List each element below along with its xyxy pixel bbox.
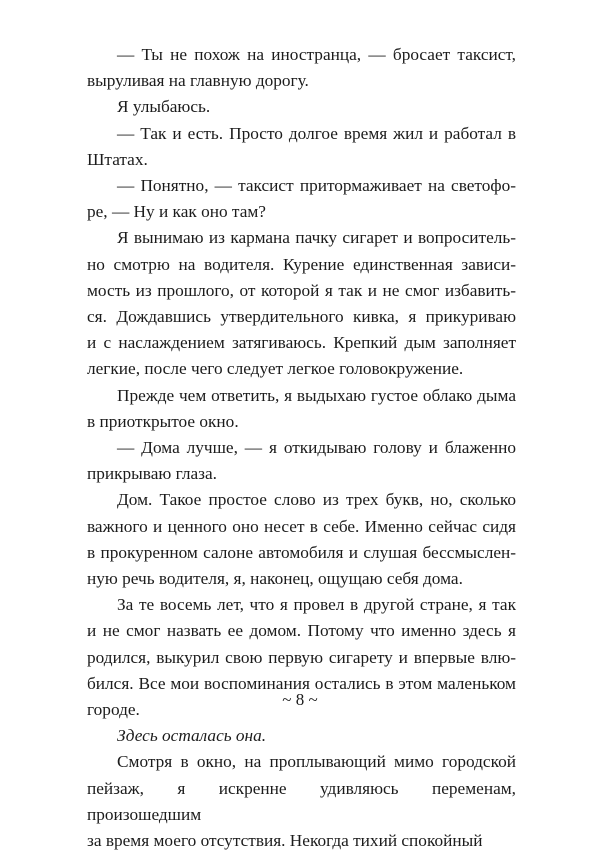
text-line: и не смог назвать ее домом. Потому что именно здесь я <box>87 621 516 641</box>
paragraph <box>87 121 516 173</box>
text-line: легкие, после чего следует легкое головокружение. <box>87 359 464 379</box>
text-line: в приоткрытое окно. <box>87 411 239 431</box>
text-line: за время моего отсутствия. Некогда тихий спокойный <box>87 831 483 851</box>
paragraph <box>87 723 516 749</box>
text-line: но смотрю на водителя. Курение единственная зависи- <box>87 254 516 274</box>
page-number: ~ 8 ~ <box>282 690 318 709</box>
paragraph <box>87 42 516 94</box>
text-line: пейзаж, я искренне удивляюсь переменам, произошедшим <box>87 778 516 824</box>
text-line: мость из прошлого, от которой я так и не смог избавить- <box>87 280 516 300</box>
text-line: Здесь осталась она. <box>117 726 267 746</box>
text-line: За те восемь лет, что я провел в другой стране, я так <box>117 595 516 615</box>
text-line: Я вынимаю из кармана пачку сигарет и вопроситель- <box>117 228 516 248</box>
text-line: — Так и есть. Просто долгое время жил и работал в <box>117 123 516 143</box>
page-body-text <box>87 42 516 854</box>
paragraph <box>87 749 516 854</box>
text-line: — Ты не похож на иностранца, — бросает таксист, <box>117 45 516 64</box>
text-line: прикрываю глаза. <box>87 464 217 484</box>
paragraph <box>87 383 516 435</box>
text-line: — Дома лучше, — я откидываю голову и блаженно <box>117 438 516 458</box>
text-line: городе. <box>87 700 140 720</box>
text-line: Прежде чем ответить, я выдыхаю густое облако дыма <box>117 385 516 405</box>
paragraph <box>87 94 516 120</box>
paragraph <box>87 435 516 487</box>
text-line: важного и ценного оно несет в себе. Именно сейчас сидя <box>87 516 516 536</box>
text-line: в прокуренном салоне автомобиля и слушая бессмыслен- <box>87 542 516 562</box>
text-line: Штатах. <box>87 149 148 169</box>
text-line: Я улыбаюсь. <box>117 97 211 117</box>
text-line: ре, — Ну и как оно там? <box>87 202 266 222</box>
paragraph <box>87 173 516 225</box>
text-line: ся. Дождавшись утвердительного кивка, я прикуриваю <box>87 307 516 327</box>
text-line: выруливая на главную дорогу. <box>87 71 309 91</box>
text-line: ную речь водителя, я, наконец, ощущаю себя дома. <box>87 569 463 589</box>
paragraph <box>87 487 516 592</box>
paragraph <box>87 225 516 382</box>
text-line: Дом. Такое простое слово из трех букв, но, сколько <box>117 490 516 510</box>
text-line: бился. Все мои воспоминания остались в этом маленьком <box>87 673 516 693</box>
text-line: — Понятно, — таксист притормаживает на светофо- <box>117 176 516 196</box>
text-line: и с наслаждением затягиваюсь. Крепкий дым заполняет <box>87 333 516 353</box>
text-line: родился, выкурил свою первую сигарету и впервые влю- <box>87 647 516 667</box>
text-line: Смотря в окно, на проплывающий мимо городской <box>117 752 516 772</box>
